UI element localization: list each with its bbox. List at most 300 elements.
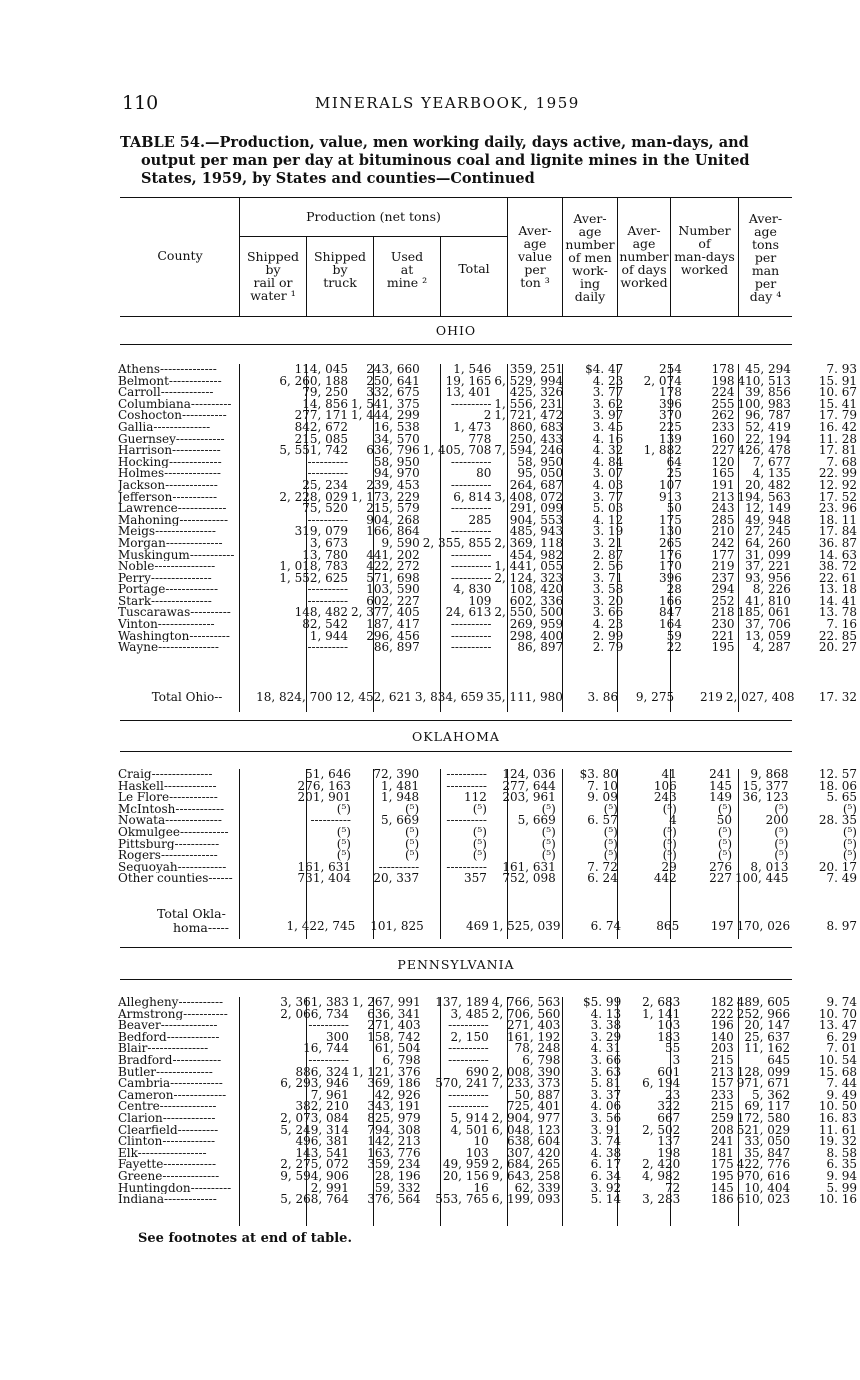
county-name: Le Flore------------ [118,792,218,804]
table-cell: 145 [709,780,733,793]
table-cell: 25, 637 [744,1031,791,1044]
table-cell: 6. 35 [826,1159,857,1171]
table-cell: 1, 556, 231 [494,398,564,411]
oklahoma-total-row [240,921,860,933]
table-cell: 2, 066, 734 [280,1008,349,1021]
table-cell: 4, 830 [453,584,492,596]
table-cell: 93, 956 [745,572,791,585]
table-row [118,550,860,562]
table-row [118,1067,860,1079]
table-cell: (⁵) [472,838,487,851]
table-row [118,619,860,631]
table-cell: 137 [657,1136,681,1148]
table-cell: 276 [709,861,733,874]
county-name: Washington---------- [118,630,230,643]
table-cell: (⁵) [541,850,556,862]
table-cell: 79, 250 [302,387,349,399]
table-cell: 300 [326,1031,349,1044]
county-name: McIntosh------------ [118,803,225,816]
table-cell: 225 [658,421,682,434]
table-cell: ---------- [450,642,492,654]
table-cell: 1, 721, 472 [494,410,564,422]
table-cell: 41 [661,769,677,781]
table-row [118,792,860,804]
table-cell: (⁵) [336,826,351,839]
table-cell: 2, 275, 072 [280,1159,349,1171]
title-line-3: States, 1959, by States and counties—Continued [141,170,535,187]
table-cell: 2. 56 [592,561,624,573]
col-tons: Aver- age tons per man per day ⁴ [748,211,783,304]
table-row [118,815,860,827]
table-cell: 137, 189 [435,997,489,1009]
table-cell: 12. 57 [818,769,857,781]
col-used: Used at mine ² [386,249,428,290]
table-cell: (⁵) [842,838,857,851]
table-cell: 59, 332 [374,1182,421,1195]
table-row [118,1043,860,1055]
table-cell: (⁵) [717,826,733,839]
table-cell: 28 [666,584,682,596]
table-cell: 149 [709,792,733,804]
table-cell: 570, 241 [435,1078,489,1090]
county-name: Morgan-------------- [118,537,223,550]
table-cell: 3, 408, 072 [494,491,564,504]
table-cell: 254 [658,364,682,376]
table-cell: ---------- [446,780,487,793]
table-cell: 50, 887 [514,1089,561,1102]
county-name: Noble--------------- [118,561,216,573]
table-cell: 3, 283 [642,1194,681,1206]
county-name: Blair--------------- [118,1043,209,1055]
table-cell: 16. 83 [818,1112,857,1125]
table-cell: 203 [710,1043,734,1055]
table-cell: 3. 56 [590,1112,622,1125]
table-row [118,642,860,654]
table-cell: 4 [669,815,677,827]
table-cell: 172, 580 [736,1112,791,1125]
table-cell: 72 [664,1182,681,1195]
table-cell: 319, 079 [294,526,349,538]
table-cell: (⁵) [774,850,789,862]
table-row [118,387,860,399]
table-cell: 259 [710,1112,734,1125]
table-cell: 3. 45 [592,421,624,434]
table-cell: 10. 50 [818,1101,857,1113]
table-cell: 285 [468,514,492,527]
county-name: Total Ohio-- [151,692,223,704]
table-cell: 178 [658,387,682,399]
table-cell: 5, 914 [450,1112,489,1125]
table-cell: 58, 950 [517,456,564,469]
table-cell: 198 [711,375,735,388]
table-cell: 410, 513 [737,375,791,388]
table-cell: ---------- [448,1054,489,1067]
table-cell: (⁵) [662,826,677,839]
table-cell: ---------- [450,619,492,631]
table-cell: 3. 71 [592,572,624,585]
table-cell: 265 [658,537,682,550]
table-cell: 271, 403 [367,1020,421,1032]
table-cell: 9. 49 [826,1089,857,1102]
col-value: Aver- age value per ton ³ [518,223,552,290]
table-cell: 426, 478 [737,445,791,457]
county-name: Elk----------------- [118,1147,207,1160]
table-cell: 241 [709,769,733,781]
table-cell: $5. 99 [583,997,622,1009]
table-cell: 904, 553 [509,514,564,527]
table-cell: 610, 023 [736,1194,791,1206]
table-cell: 441, 202 [366,549,420,562]
table-cell: 130 [658,526,682,538]
table-cell: 219 [711,561,735,573]
table-cell: 1, 018, 783 [279,561,349,573]
table-cell: 6. 29 [826,1031,857,1044]
county-name: Centre-------------- [118,1101,217,1113]
table-cell: 200 [765,815,789,827]
table-cell: 25 [666,468,682,480]
table-cell: 422, 272 [366,561,420,573]
table-cell: 602, 227 [366,595,420,608]
table-cell: 14. 63 [818,549,857,562]
table-row [118,1055,860,1067]
table-cell: 4. 23 [592,375,624,388]
table-cell: 725, 401 [506,1101,561,1113]
county-name: Stark--------------- [118,595,212,608]
table-cell: 11. 61 [818,1124,857,1137]
table-cell: 396 [658,398,682,411]
table-cell: (⁵) [717,838,733,851]
table-row [118,503,860,515]
table-cell: 5. 81 [590,1078,622,1090]
table-cell: 194, 563 [737,491,791,504]
table-cell: 2, 008, 390 [491,1066,561,1079]
table-cell: ---------- [450,456,492,469]
county-name: Clinton------------- [118,1136,216,1148]
table-cell: 7. 01 [826,1043,857,1055]
table-cell: 170 [658,561,682,573]
county-name: Vinton-------------- [118,619,215,631]
table-cell: 5, 268, 764 [280,1194,349,1206]
table-cell: 103 [465,1147,489,1160]
table-cell: 5, 669 [517,815,556,827]
table-cell: 277, 644 [502,780,556,793]
table-cell: 208 [710,1124,734,1137]
table-cell: 3. 58 [592,584,624,596]
county-name: Greene-------------- [118,1170,220,1183]
table-cell: 2, 073, 084 [280,1112,349,1125]
table-cell: 3. 29 [590,1031,622,1044]
table-cell: 100, 445 [735,873,789,885]
table-cell: 7. 72 [587,861,618,874]
table-cell: 5. 65 [826,792,857,804]
table-row [118,492,860,504]
table-cell: (⁵) [603,826,618,839]
table-cell: (⁵) [541,826,556,839]
table-cell: 1, 444, 299 [351,410,420,422]
table-cell: ---------- [307,595,349,608]
table-cell: 298, 400 [509,630,564,643]
table-cell: 61, 504 [374,1043,421,1055]
table-cell: 4. 03 [592,479,624,492]
table-cell: ---------- [448,1020,489,1032]
table-row [118,827,860,839]
table-cell: 243 [653,792,677,804]
table-cell: 6. 34 [590,1170,622,1183]
county-name: Portage------------- [118,584,219,596]
table-cell: 842, 672 [294,421,349,434]
table-cell: ---------- [450,561,492,573]
county-name: Guernsey------------ [118,433,225,446]
table-cell: 103, 590 [366,584,420,596]
oklahoma-table [118,769,860,885]
table-cell: 2, 124, 323 [494,572,564,585]
table-cell: 139 [658,433,682,446]
table-cell: 9. 74 [826,997,857,1009]
table-cell: 645 [767,1054,791,1067]
table-cell: 521, 029 [736,1124,791,1137]
table-cell: 36, 123 [742,792,789,804]
table-row [118,839,860,851]
table-cell: 2, 074 [643,375,682,388]
table-cell: (⁵) [336,850,351,862]
table-cell: 22 [666,642,682,654]
county-name: Beaver-------------- [118,1020,218,1032]
table-cell: 2, 027, 408 [725,692,795,704]
table-cell: 39, 856 [745,387,791,399]
table-cell: 4. 38 [590,1147,622,1160]
table-cell: 50 [666,503,682,515]
col-truck: Shipped by truck [313,249,366,290]
table-cell: 10. 54 [818,1054,857,1067]
table-cell: 3 [672,1054,681,1067]
table-cell: 636, 341 [367,1008,421,1021]
table-cell: 78, 248 [514,1043,561,1055]
table-cell: ---------- [378,861,420,874]
table-cell: 51, 646 [305,769,351,781]
table-row [240,921,860,933]
table-cell: 140 [710,1031,734,1044]
table-cell: 778 [468,433,492,446]
table-cell: 1, 441, 055 [494,561,564,573]
county-name: Butler-------------- [118,1066,213,1079]
table-cell: 4, 287 [752,642,791,654]
table-row [118,445,860,457]
county-name: Sequoyah------------ [118,861,227,874]
table-cell: (⁵) [405,803,420,816]
table-cell: ---------- [308,1020,349,1032]
table-cell: 2, 369, 118 [494,537,564,550]
table-cell: 469 [465,921,489,933]
county-name: Allegheny----------- [118,997,224,1009]
table-cell: 233 [710,1089,734,1102]
table-cell: 3. 19 [592,526,624,538]
oklahoma-total-label: Total Okla- homa----- [157,906,230,935]
table-cell: 10, 404 [744,1182,791,1195]
table-cell: 5, 551, 742 [279,445,349,457]
table-cell: 322 [657,1101,681,1113]
table-cell: 161, 631 [297,861,351,874]
table-cell: (⁵) [405,850,420,862]
county-name: Athens-------------- [118,364,217,376]
table-cell: 222 [710,1008,734,1021]
table-cell: 27, 245 [745,526,791,538]
table-cell: 69, 117 [744,1101,791,1113]
table-cell: 382, 210 [295,1101,349,1113]
county-name: Other counties------ [118,873,233,885]
table-cell: 20, 337 [373,873,420,885]
table-cell: 16, 744 [303,1043,349,1055]
table-cell: 3. 97 [592,410,624,422]
table-cell: 191 [711,479,735,492]
table-cell: 19, 165 [445,375,492,388]
table-cell: 227 [711,445,735,457]
table-cell: 262 [711,410,735,422]
col-production: Production (net tons) [306,209,441,224]
table-row [118,364,860,376]
table-cell: 2, 706, 560 [491,1008,561,1021]
table-cell: 177 [711,549,735,562]
county-name: Lawrence------------ [118,503,227,515]
table-cell: 2. 79 [592,642,624,654]
table-cell: 19. 32 [818,1136,857,1148]
table-cell: 12, 452, 621 [335,692,412,704]
table-cell: 255 [711,398,735,411]
table-cell: 103 [657,1020,681,1032]
table-row [118,1159,860,1171]
table-cell: 1, 422, 745 [286,921,356,933]
table-cell: 4. 23 [592,619,624,631]
table-cell: ---------- [307,514,349,527]
table-cell: 20, 482 [745,479,791,492]
table-cell: 10. 70 [818,1008,857,1021]
table-cell: ---------- [450,630,492,643]
table-cell: 242 [711,537,735,550]
table-cell: 847 [658,607,682,620]
table-cell: (⁵) [603,838,618,851]
table-cell: 33, 050 [744,1136,791,1148]
table-cell: (⁵) [717,850,733,862]
table-cell: 17. 79 [818,410,857,422]
table-cell: 10. 67 [818,387,857,399]
table-cell: ---------- [448,1089,489,1102]
table-cell: 82, 542 [302,619,349,631]
table-cell: 1, 267, 991 [351,997,421,1009]
table-cell: 9, 643, 258 [491,1170,561,1183]
table-cell: 1, 141 [642,1008,681,1021]
table-row [118,434,860,446]
table-cell: 37, 706 [745,619,791,631]
county-name: Coshocton----------- [118,410,227,422]
table-cell: ---------- [307,468,349,480]
table-cell: 20, 147 [744,1020,791,1032]
table-cell: 28. 35 [818,815,857,827]
county-name: Muskingum----------- [118,549,235,562]
table-cell: 31, 099 [745,549,791,562]
table-row [118,1090,860,1102]
table-cell: 250, 433 [509,433,564,446]
table-cell: 16, 538 [373,421,420,434]
table-cell: 1, 546 [453,364,492,376]
table-cell: 198 [657,1147,681,1160]
table-cell: ---------- [448,1101,489,1113]
header-top-rule [120,197,792,198]
table-cell: ---------- [450,398,492,411]
table-cell: 7. 49 [826,873,857,885]
table-cell: 970, 616 [736,1170,791,1183]
table-cell: 7. 16 [826,619,857,631]
section-pennsylvania: PENNSYLVANIA [397,957,515,972]
table-cell: 277, 171 [294,410,349,422]
table-cell: (⁵) [336,803,351,816]
table-cell: (⁵) [541,803,556,816]
table-cell: 18. 06 [818,780,857,793]
table-cell: 7. 44 [826,1078,857,1090]
table-cell: 5, 249, 314 [280,1124,349,1137]
table-cell: 64 [666,456,682,469]
table-row [118,376,860,388]
table-cell: 3. 66 [590,1054,622,1067]
table-cell: 285 [711,514,735,527]
section-ohio: OHIO [435,323,477,338]
table-cell: (⁵) [842,850,857,862]
table-cell: 3. 66 [592,607,624,620]
table-cell: 213 [710,1066,734,1079]
table-cell: 237 [711,572,735,585]
table-cell: (⁵) [472,826,487,839]
table-cell: 2, 228, 029 [279,491,349,504]
table-cell: 13, 401 [445,387,492,399]
table-cell: 203, 961 [502,792,556,804]
table-cell: 145 [710,1182,734,1195]
table-cell: 80 [476,468,492,480]
table-cell: 120 [711,456,735,469]
table-cell: 865 [656,921,680,933]
table-cell: (⁵) [472,850,487,862]
table-cell: 4. 16 [592,433,624,446]
county-name: Perry--------------- [118,572,212,585]
table-cell: 6, 199, 093 [491,1194,561,1206]
table-cell: 58, 950 [373,456,420,469]
table-row [118,1009,860,1021]
table-cell: 1, 121, 376 [351,1066,421,1079]
table-row [118,538,860,550]
table-cell: 2, 150 [450,1031,489,1044]
table-cell: 9. 09 [587,792,618,804]
table-cell: 396 [658,572,682,585]
table-cell: ---------- [450,479,492,492]
table-cell: 422, 776 [736,1159,791,1171]
table-cell: 166, 864 [366,526,420,538]
table-cell: (⁵) [774,803,789,816]
table-row [118,1136,860,1148]
table-cell: 20, 156 [442,1170,489,1183]
table-row [118,1125,860,1137]
table-cell: 2, 420 [642,1159,681,1171]
table-cell: (⁵) [774,838,789,851]
table-cell: 307, 420 [506,1147,561,1160]
table-cell: 4. 31 [590,1043,622,1055]
table-cell: 170, 026 [736,921,791,933]
table-cell: 24, 613 [445,607,492,620]
table-cell: 1, 552, 625 [279,572,349,585]
table-cell: 96, 787 [745,410,791,422]
table-cell: 157 [710,1078,734,1090]
table-cell: ---------- [307,456,349,469]
table-cell: 22. 61 [818,572,857,585]
county-name: Bedford------------- [118,1031,220,1044]
table-cell: 215 [710,1054,734,1067]
table-row [118,1078,860,1090]
